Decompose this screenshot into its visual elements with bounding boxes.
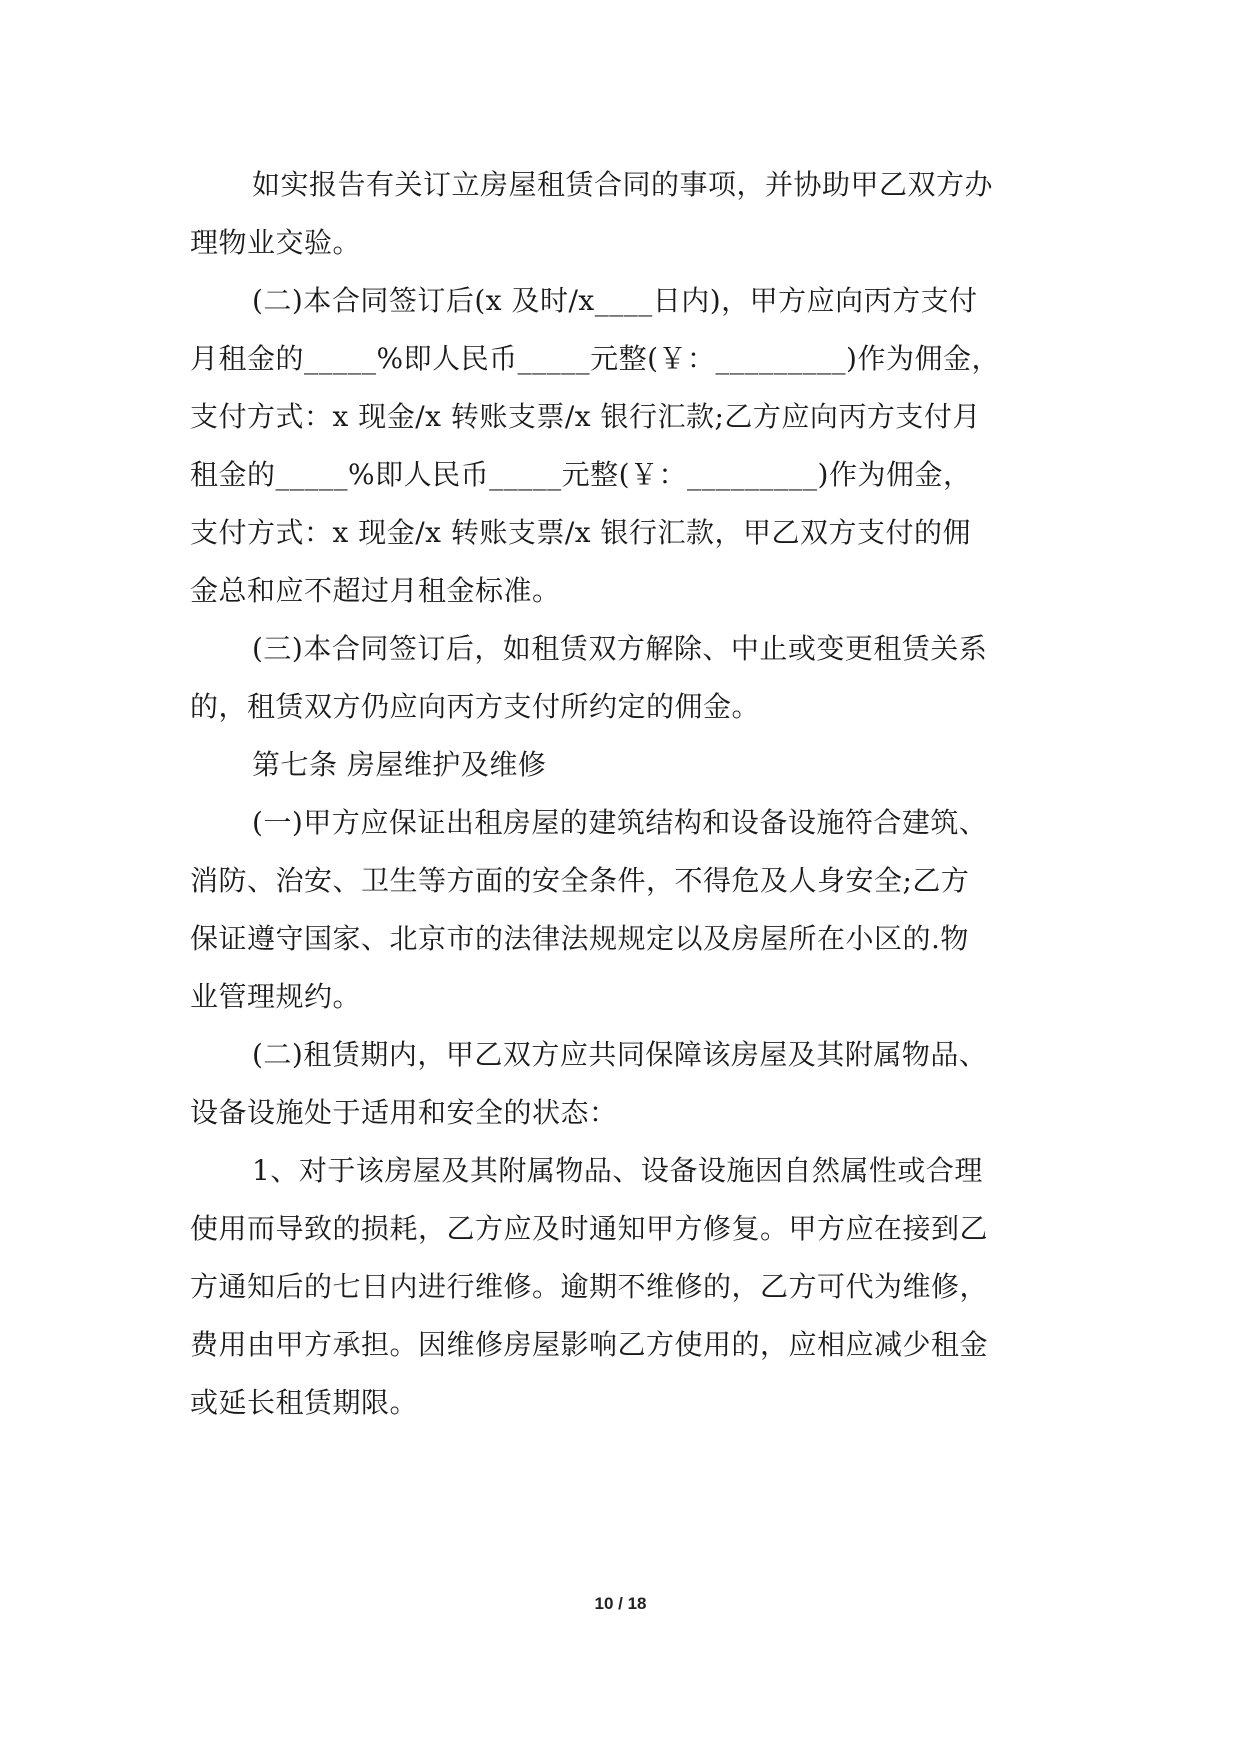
text-line: 的，租赁双方仍应向丙方支付所约定的佣金。 (190, 690, 761, 723)
text-line: 金总和应不超过月租金标准。 (190, 574, 561, 607)
text-line: 消防、治安、卫生等方面的安全条件，不得危及人身安全;乙方 (190, 864, 970, 897)
text-line: 业管理规约。 (190, 980, 362, 1013)
text-line: (二)租赁期内，甲乙双方应共同保障该房屋及其附属物品、 (252, 1038, 988, 1071)
text-line: 方通知后的七日内进行维修。逾期不维修的，乙方可代为维修， (190, 1270, 989, 1303)
text-line: 或延长租赁期限。 (190, 1386, 419, 1419)
text-line: 1、对于该房屋及其附属物品、设备设施因自然属性或合理 (252, 1154, 983, 1187)
text-line: 使用而导致的损耗，乙方应及时通知甲方修复。甲方应在接到乙 (190, 1212, 989, 1245)
text-line: 如实报告有关订立房屋租赁合同的事项，并协助甲乙双方办 (252, 168, 994, 201)
text-line: 月租金的_____%即人民币_____元整(￥：_________)作为佣金， (190, 342, 1000, 375)
section-heading: 第七条 房屋维护及维修 (252, 748, 547, 781)
text-line: 支付方式：x 现金/x 转账支票/x 银行汇款，甲乙双方支付的佣 (190, 516, 971, 549)
text-line: (二)本合同签订后(x 及时/x____日内)，甲方应向丙方支付 (252, 284, 978, 317)
text-line: 理物业交验。 (190, 226, 362, 259)
text-line: 费用由甲方承担。因维修房屋影响乙方使用的，应相应减少租金 (190, 1328, 989, 1361)
page-number: 10 / 18 (594, 1594, 647, 1613)
text-line: (三)本合同签订后，如租赁双方解除、中止或变更租赁关系 (252, 632, 988, 665)
text-line: 设备设施处于适用和安全的状态： (190, 1096, 618, 1129)
text-line: 保证遵守国家、北京市的法律法规规定以及房屋所在小区的.物 (190, 922, 969, 955)
text-line: 支付方式：x 现金/x 转账支票/x 银行汇款;乙方应向丙方支付月 (190, 400, 981, 433)
text-line: (一)甲方应保证出租房屋的建筑结构和设备设施符合建筑、 (252, 806, 988, 839)
text-line: 租金的_____%即人民币_____元整(￥：_________)作为佣金， (190, 458, 972, 491)
